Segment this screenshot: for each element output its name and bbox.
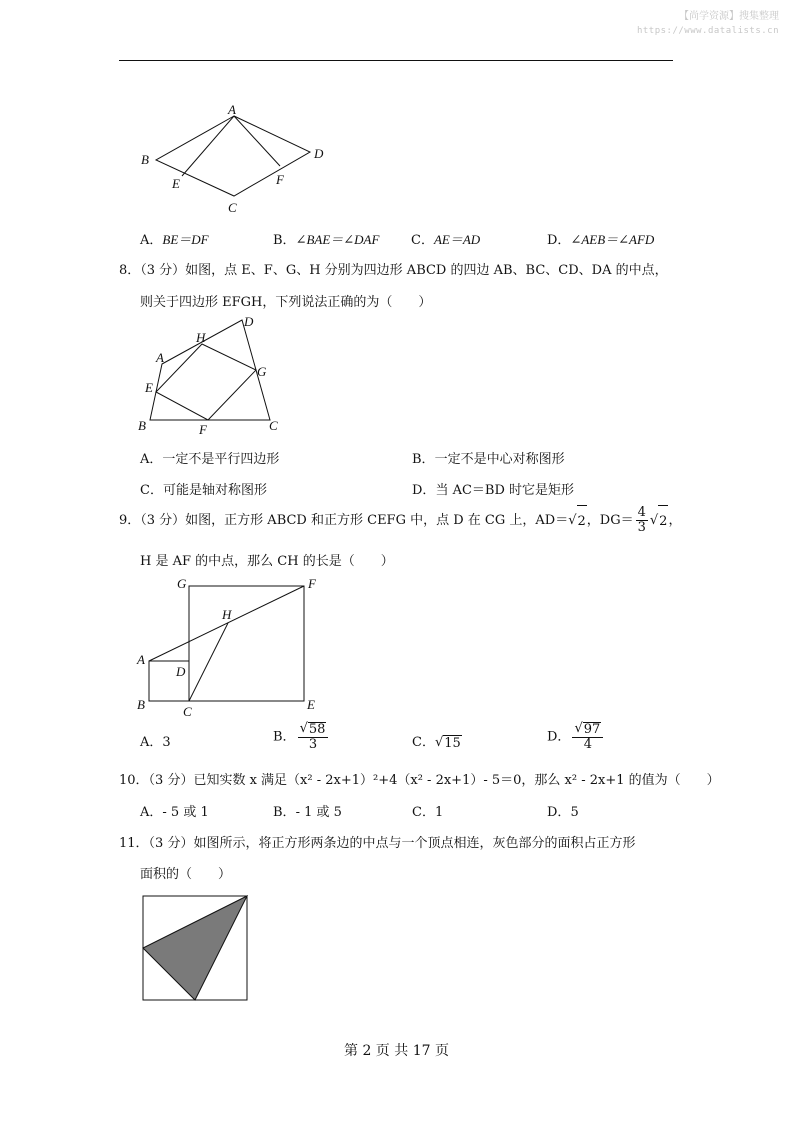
q9-label-g: G (177, 576, 187, 591)
q9-stem-line1: 9．（3 分）如图，正方形 ABCD 和正方形 CEFG 中，点 D 在 CG 上，AD＝ √ 2 ，DG＝ $\frac{4}{3}$ √ 2 ， (119, 505, 681, 538)
q8-stem-line1: 8．（3 分）如图，点 E、F、G、H 分别为四边形 ABCD 的四边 AB、BC、CD、DA 的中点， (119, 263, 668, 278)
q11-stem-line1: 11．（3 分）如图所示，将正方形两条边的中点与一个顶点相连，灰色部分的面积占正方形 (119, 836, 636, 851)
q7-label-d: D (314, 146, 324, 161)
q8-label-e: E (145, 380, 153, 395)
q10-option-a[interactable]: A．- 5 或 1 (140, 805, 209, 820)
q9-stem-line2: H 是 AF 的中点，那么 CH 的长是（ ） (140, 554, 394, 569)
q8-option-c[interactable]: C．可能是轴对称图形 (140, 483, 267, 498)
watermark-url: https://www.datalists.cn (636, 26, 779, 36)
q7-label-a: A (228, 102, 236, 117)
q9-label-a: A (137, 652, 145, 667)
q7-figure (130, 100, 340, 220)
q8-label-f: F (199, 422, 207, 437)
watermark (637, 10, 779, 38)
fraction-dg: $\frac{4}{3}$ (637, 505, 646, 535)
q9-label-b: B (137, 697, 145, 712)
q7-option-d[interactable]: D．∠AEB＝∠AFD (547, 232, 655, 248)
q8-label-c: C (269, 418, 278, 433)
q7-label-e: E (172, 176, 180, 191)
q11-stem-line2: 面积的（ ） (140, 867, 232, 882)
q8-label-g: G (257, 364, 267, 379)
q9-label-f: F (308, 576, 316, 591)
q8-option-d[interactable]: D．当 AC＝BD 时它是矩形 (412, 483, 575, 498)
q7-label-b: B (141, 152, 149, 167)
q9-figure (130, 572, 330, 720)
q9-option-a[interactable]: A．3 (140, 735, 171, 750)
q9-option-d[interactable]: D． √ 97 4 (547, 722, 605, 753)
header-rule (119, 60, 673, 61)
q9-label-h: H (222, 607, 232, 622)
q9-label-e: E (307, 697, 315, 712)
q8-label-d: D (244, 314, 254, 329)
q8-label-b: B (138, 418, 146, 433)
q8-option-a[interactable]: A．一定不是平行四边形 (140, 452, 280, 467)
q10-option-d[interactable]: D．5 (547, 805, 579, 820)
q10-option-c[interactable]: C．1 (412, 805, 444, 820)
q10-option-b[interactable]: B．- 1 或 5 (273, 805, 342, 820)
q8-stem-line2: 则关于四边形 EFGH，下列说法正确的为（ ） (140, 295, 432, 310)
q7-option-b[interactable]: B．∠BAE＝∠DAF (273, 232, 380, 248)
page-footer: 第 2 页 共 17 页 (344, 1043, 449, 1059)
q7-label-c: C (228, 200, 237, 215)
q8-figure (130, 312, 290, 437)
q7-option-a[interactable]: A．BE＝DF (140, 232, 209, 248)
q11-figure (142, 895, 250, 1003)
q9-label-c: C (183, 704, 192, 719)
q8-label-a: A (156, 350, 164, 365)
q8-option-b[interactable]: B．一定不是中心对称图形 (412, 452, 565, 467)
q7-label-f: F (276, 172, 284, 187)
q9-option-b[interactable]: B． √ 58 3 (273, 722, 330, 753)
q9-option-c[interactable]: C． √ 15 (412, 735, 461, 751)
sqrt-ad: √ 2 (568, 505, 587, 538)
sqrt-dg: √ 2 (650, 505, 669, 538)
q8-label-h: H (196, 330, 206, 345)
q9-label-d: D (176, 664, 186, 679)
q10-stem: 10．（3 分）已知实数 x 满足（x² - 2x+1）²+4（x² - 2x+1）- 5＝0，那么 x² - 2x+1 的值为（ ） (119, 773, 720, 788)
q7-option-c[interactable]: C．AE＝AD (411, 232, 481, 248)
watermark-source: 【尚学资源】搜集整理 (679, 11, 779, 22)
